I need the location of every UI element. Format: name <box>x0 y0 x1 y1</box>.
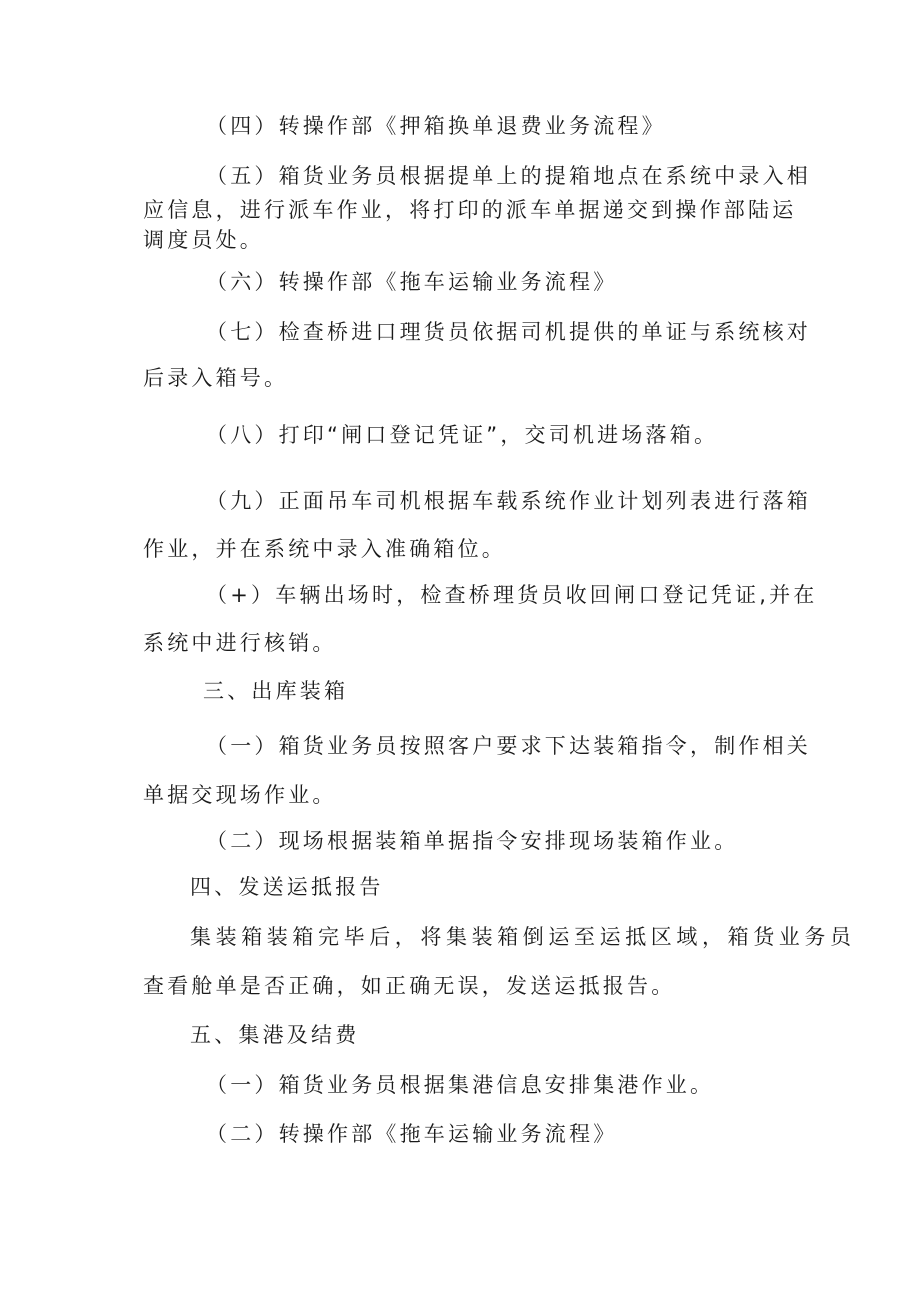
paragraph-line: （一）箱货业务员根据集港信息安排集港作业。 <box>206 1073 715 1097</box>
paragraph-line: （二）现场根据装箱单据指令安排现场装箱作业。 <box>206 829 739 853</box>
paragraph-line: 系统中进行核销。 <box>143 631 337 655</box>
paragraph-line: （七）检查桥进口理货员依据司机提供的单证与系统核对 <box>206 320 811 344</box>
paragraph-line: （一）箱货业务员按照客户要求下达装箱指令，制作相关 <box>206 734 811 758</box>
paragraph-line: （+）车辆出场时，检查桥理货员收回闸口登记凭证,并在 <box>206 583 818 607</box>
paragraph-line: （五）箱货业务员根据提单上的提箱地点在系统中录入相 <box>206 164 811 188</box>
section-heading: 三、出库装箱 <box>203 679 349 703</box>
section-heading: 四、发送运抵报告 <box>190 875 384 899</box>
paragraph-line: （二）转操作部《拖车运输业务流程》 <box>206 1122 618 1146</box>
paragraph-line: 后录入箱号。 <box>143 366 289 390</box>
paragraph-line: 集装箱装箱完毕后，将集装箱倒运至运抵区域，箱货业务员 <box>190 925 856 949</box>
paragraph-line: 调度员处。 <box>143 228 264 252</box>
section-heading: 五、集港及结费 <box>190 1023 360 1047</box>
paragraph-line: 单据交现场作业。 <box>143 783 337 807</box>
paragraph-line: （四）转操作部《押箱换单退费业务流程》 <box>206 114 666 138</box>
paragraph-line: 查看舱单是否正确，如正确无误，发送运抵报告。 <box>143 974 676 998</box>
paragraph-line: （九）正面吊车司机根据车载系统作业计划列表进行落箱 <box>206 489 811 513</box>
paragraph-line: 作业，并在系统中录入准确箱位。 <box>143 537 506 561</box>
paragraph-line: 应信息，进行派车作业，将打印的派车单据递交到操作部陆运 <box>143 198 797 222</box>
paragraph-line: （六）转操作部《拖车运输业务流程》 <box>206 270 618 294</box>
paragraph-line: （八）打印“闸口登记凭证”，交司机进场落箱。 <box>206 423 719 447</box>
